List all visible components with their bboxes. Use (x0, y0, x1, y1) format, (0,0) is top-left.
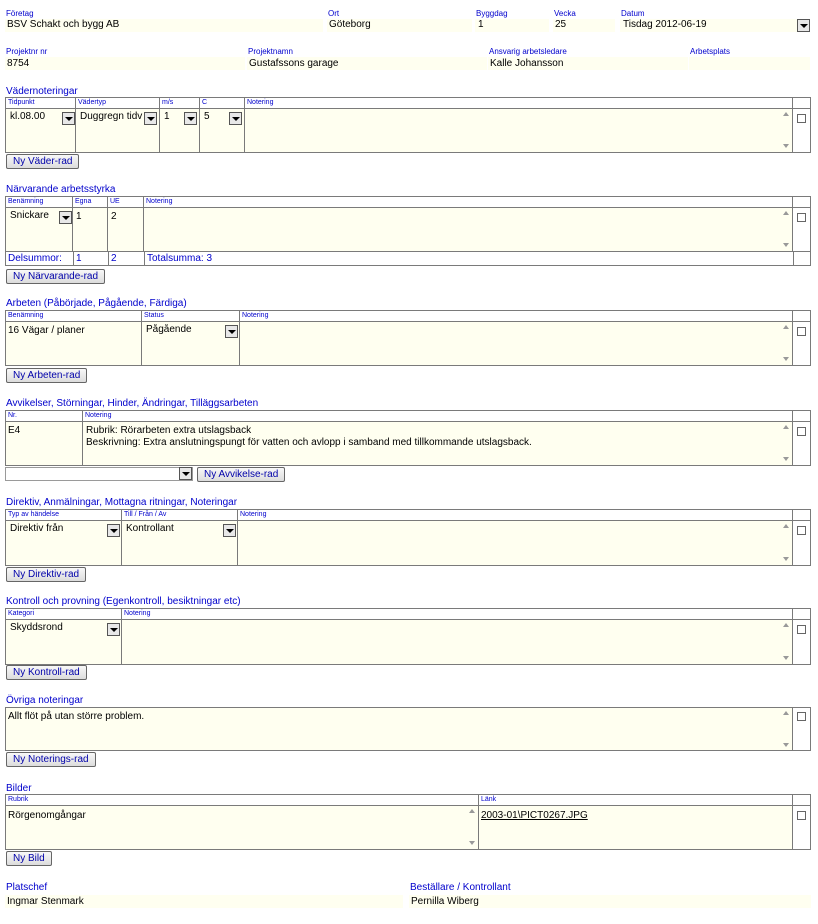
foretag-label: Företag (6, 9, 34, 18)
col-benamning: Benämning (6, 311, 142, 321)
projektnamn-label: Projektnamn (248, 47, 293, 56)
sum-ue: 2 (111, 253, 117, 264)
status-select[interactable]: Pågående (146, 324, 192, 335)
ort-label: Ort (328, 9, 340, 18)
col-status: Status (142, 311, 240, 321)
vader-delete-checkbox[interactable] (797, 114, 806, 123)
col-tidpunkt: Tidpunkt (6, 98, 76, 108)
bilder-table (5, 794, 811, 850)
col-rubrik: Rubrik (6, 795, 479, 805)
kontroll-scrollbar[interactable] (782, 621, 791, 662)
bild-rubrik-scrollbar[interactable] (468, 807, 477, 847)
vader-scrollbar[interactable] (782, 110, 791, 150)
col-ms: m/s (160, 98, 200, 108)
col-ue: UE (108, 197, 144, 207)
col-notering: Notering (245, 98, 793, 108)
col-notering: Notering (240, 311, 793, 321)
delsummor-label: Delsummor: (8, 253, 62, 264)
add-avvikelse-row-button[interactable]: Ny Avvikelse-rad (197, 467, 285, 482)
ovriga-notering-field[interactable]: Allt flöt på utan större problem. (8, 711, 145, 722)
col-notering: Notering (122, 609, 793, 619)
platschef-field[interactable]: Ingmar Stenmark (7, 896, 84, 907)
col-till: Till / Från / Av (122, 510, 238, 520)
add-vader-row-button[interactable]: Ny Väder-rad (6, 154, 79, 169)
totalsumma: Totalsumma: 3 (147, 253, 213, 264)
tidpunkt-select[interactable]: kl.08.00 (10, 111, 46, 122)
vadertyp-select[interactable]: Duggregn tidv (80, 111, 143, 122)
bilder-delete-checkbox[interactable] (797, 811, 806, 820)
avvikelse-nr-field[interactable]: E4 (8, 425, 21, 436)
till-dropdown-icon[interactable] (223, 524, 236, 537)
narvarande-scrollbar[interactable] (782, 209, 791, 249)
ort-field[interactable]: Göteborg (329, 19, 371, 30)
col-notering: Notering (144, 197, 793, 207)
projektnr-field[interactable]: 8754 (7, 58, 30, 69)
egna-field[interactable]: 1 (76, 211, 82, 222)
status-dropdown-icon[interactable] (225, 325, 238, 338)
c-select[interactable]: 5 (204, 111, 210, 122)
ms-dropdown-icon[interactable] (184, 112, 197, 125)
arbeten-table (5, 310, 811, 366)
bestallare-label: Beställare / Kontrollant (410, 882, 511, 893)
c-dropdown-icon[interactable] (229, 112, 242, 125)
bilder-section-title: Bilder (6, 783, 32, 794)
add-kontroll-row-button[interactable]: Ny Kontroll-rad (6, 665, 87, 680)
kontroll-table (5, 608, 811, 665)
avvikelse-type-dropdown-icon[interactable] (179, 467, 192, 480)
kategori-select[interactable]: Skyddsrond (10, 622, 63, 633)
kontroll-section-title: Kontroll och provning (Egenkontroll, besiktningar etc) (6, 596, 241, 607)
projektnr-label: Projektnr nr (6, 47, 48, 56)
arbeten-scrollbar[interactable] (782, 323, 791, 363)
vader-table (5, 97, 811, 153)
col-egna: Egna (73, 197, 108, 207)
ansvarig-label: Ansvarig arbetsledare (489, 47, 567, 56)
col-notering: Notering (83, 411, 793, 421)
avvikelser-delete-checkbox[interactable] (797, 427, 806, 436)
narvarande-delete-checkbox[interactable] (797, 213, 806, 222)
ue-field[interactable]: 2 (111, 211, 117, 222)
arbeten-delete-checkbox[interactable] (797, 327, 806, 336)
arbete-benamning-field[interactable]: 16 Vägar / planer (8, 325, 85, 336)
benamning-select[interactable]: Snickare (10, 210, 49, 221)
avvikelse-rubrik-text[interactable]: Rubrik: Rörarbeten extra utslagsback (86, 425, 252, 436)
add-direktiv-row-button[interactable]: Ny Direktiv-rad (6, 567, 86, 582)
vader-section-title: Vädernoteringar (6, 86, 78, 97)
avvikelse-beskrivning-text[interactable]: Beskrivning: Extra anslutningspungt för vatten och avlopp i samband med tillkommande utslagsback. (86, 437, 532, 448)
col-nr: Nr. (6, 411, 83, 421)
bild-rubrik-field[interactable]: Rörgenomgångar (8, 810, 86, 821)
bild-lank-link[interactable]: 2003-01\PICT0267.JPG (481, 810, 588, 821)
platschef-label: Platschef (6, 882, 48, 893)
kategori-dropdown-icon[interactable] (107, 623, 120, 636)
ovriga-section-title: Övriga noteringar (6, 695, 84, 706)
projektnamn-field[interactable]: Gustafssons garage (249, 58, 339, 69)
col-c: C (200, 98, 245, 108)
datum-label: Datum (621, 9, 645, 18)
arbetsplats-label: Arbetsplats (690, 47, 731, 56)
datum-dropdown-icon[interactable] (797, 19, 810, 32)
col-lank: Länk (479, 795, 793, 805)
avvikelser-table (5, 410, 811, 466)
avvikelse-type-select[interactable] (5, 467, 193, 481)
datum-select[interactable]: Tisdag 2012-06-19 (623, 19, 707, 30)
typ-select[interactable]: Direktiv från (10, 523, 64, 534)
tidpunkt-dropdown-icon[interactable] (62, 112, 75, 125)
col-kategori: Kategori (6, 609, 122, 619)
vadertyp-dropdown-icon[interactable] (144, 112, 157, 125)
add-arbeten-row-button[interactable]: Ny Arbeten-rad (6, 368, 87, 383)
till-select[interactable]: Kontrollant (126, 523, 174, 534)
direktiv-scrollbar[interactable] (782, 522, 791, 563)
kontroll-delete-checkbox[interactable] (797, 625, 806, 634)
sum-egna: 1 (76, 253, 82, 264)
add-bild-button[interactable]: Ny Bild (6, 851, 52, 866)
add-notering-row-button[interactable]: Ny Noterings-rad (6, 752, 96, 767)
avvikelser-scrollbar[interactable] (782, 423, 791, 463)
direktiv-section-title: Direktiv, Anmälningar, Mottagna ritningar, Noteringar (6, 497, 238, 508)
byggdag-field[interactable]: 1 (478, 19, 484, 30)
foretag-field[interactable]: BSV Schakt och bygg AB (7, 19, 120, 30)
arbeten-section-title: Arbeten (Påbörjade, Pågående, Färdiga) (6, 298, 187, 309)
direktiv-table (5, 509, 811, 566)
vecka-field[interactable]: 25 (555, 19, 567, 30)
ovriga-table (5, 707, 811, 751)
direktiv-delete-checkbox[interactable] (797, 526, 806, 535)
ansvarig-field[interactable]: Kalle Johansson (490, 58, 564, 69)
ovriga-scrollbar[interactable] (782, 709, 791, 749)
add-narvarande-row-button[interactable]: Ny Närvarande-rad (6, 269, 105, 284)
narvarande-table (5, 196, 811, 266)
vecka-label: Vecka (554, 9, 576, 18)
byggdag-label: Byggdag (476, 9, 508, 18)
col-vadertyp: Vädertyp (76, 98, 160, 108)
col-typ: Typ av händelse (6, 510, 122, 520)
bestallare-field[interactable]: Pernilla Wiberg (411, 896, 479, 907)
benamning-dropdown-icon[interactable] (59, 211, 72, 224)
ms-select[interactable]: 1 (164, 111, 170, 122)
typ-dropdown-icon[interactable] (107, 524, 120, 537)
col-benamning: Benämning (6, 197, 73, 207)
ovriga-delete-checkbox[interactable] (797, 712, 806, 721)
col-notering: Notering (238, 510, 793, 520)
avvikelser-section-title: Avvikelser, Störningar, Hinder, Ändringar, Tilläggsarbeten (6, 398, 259, 409)
narvarande-section-title: Närvarande arbetsstyrka (6, 184, 116, 195)
